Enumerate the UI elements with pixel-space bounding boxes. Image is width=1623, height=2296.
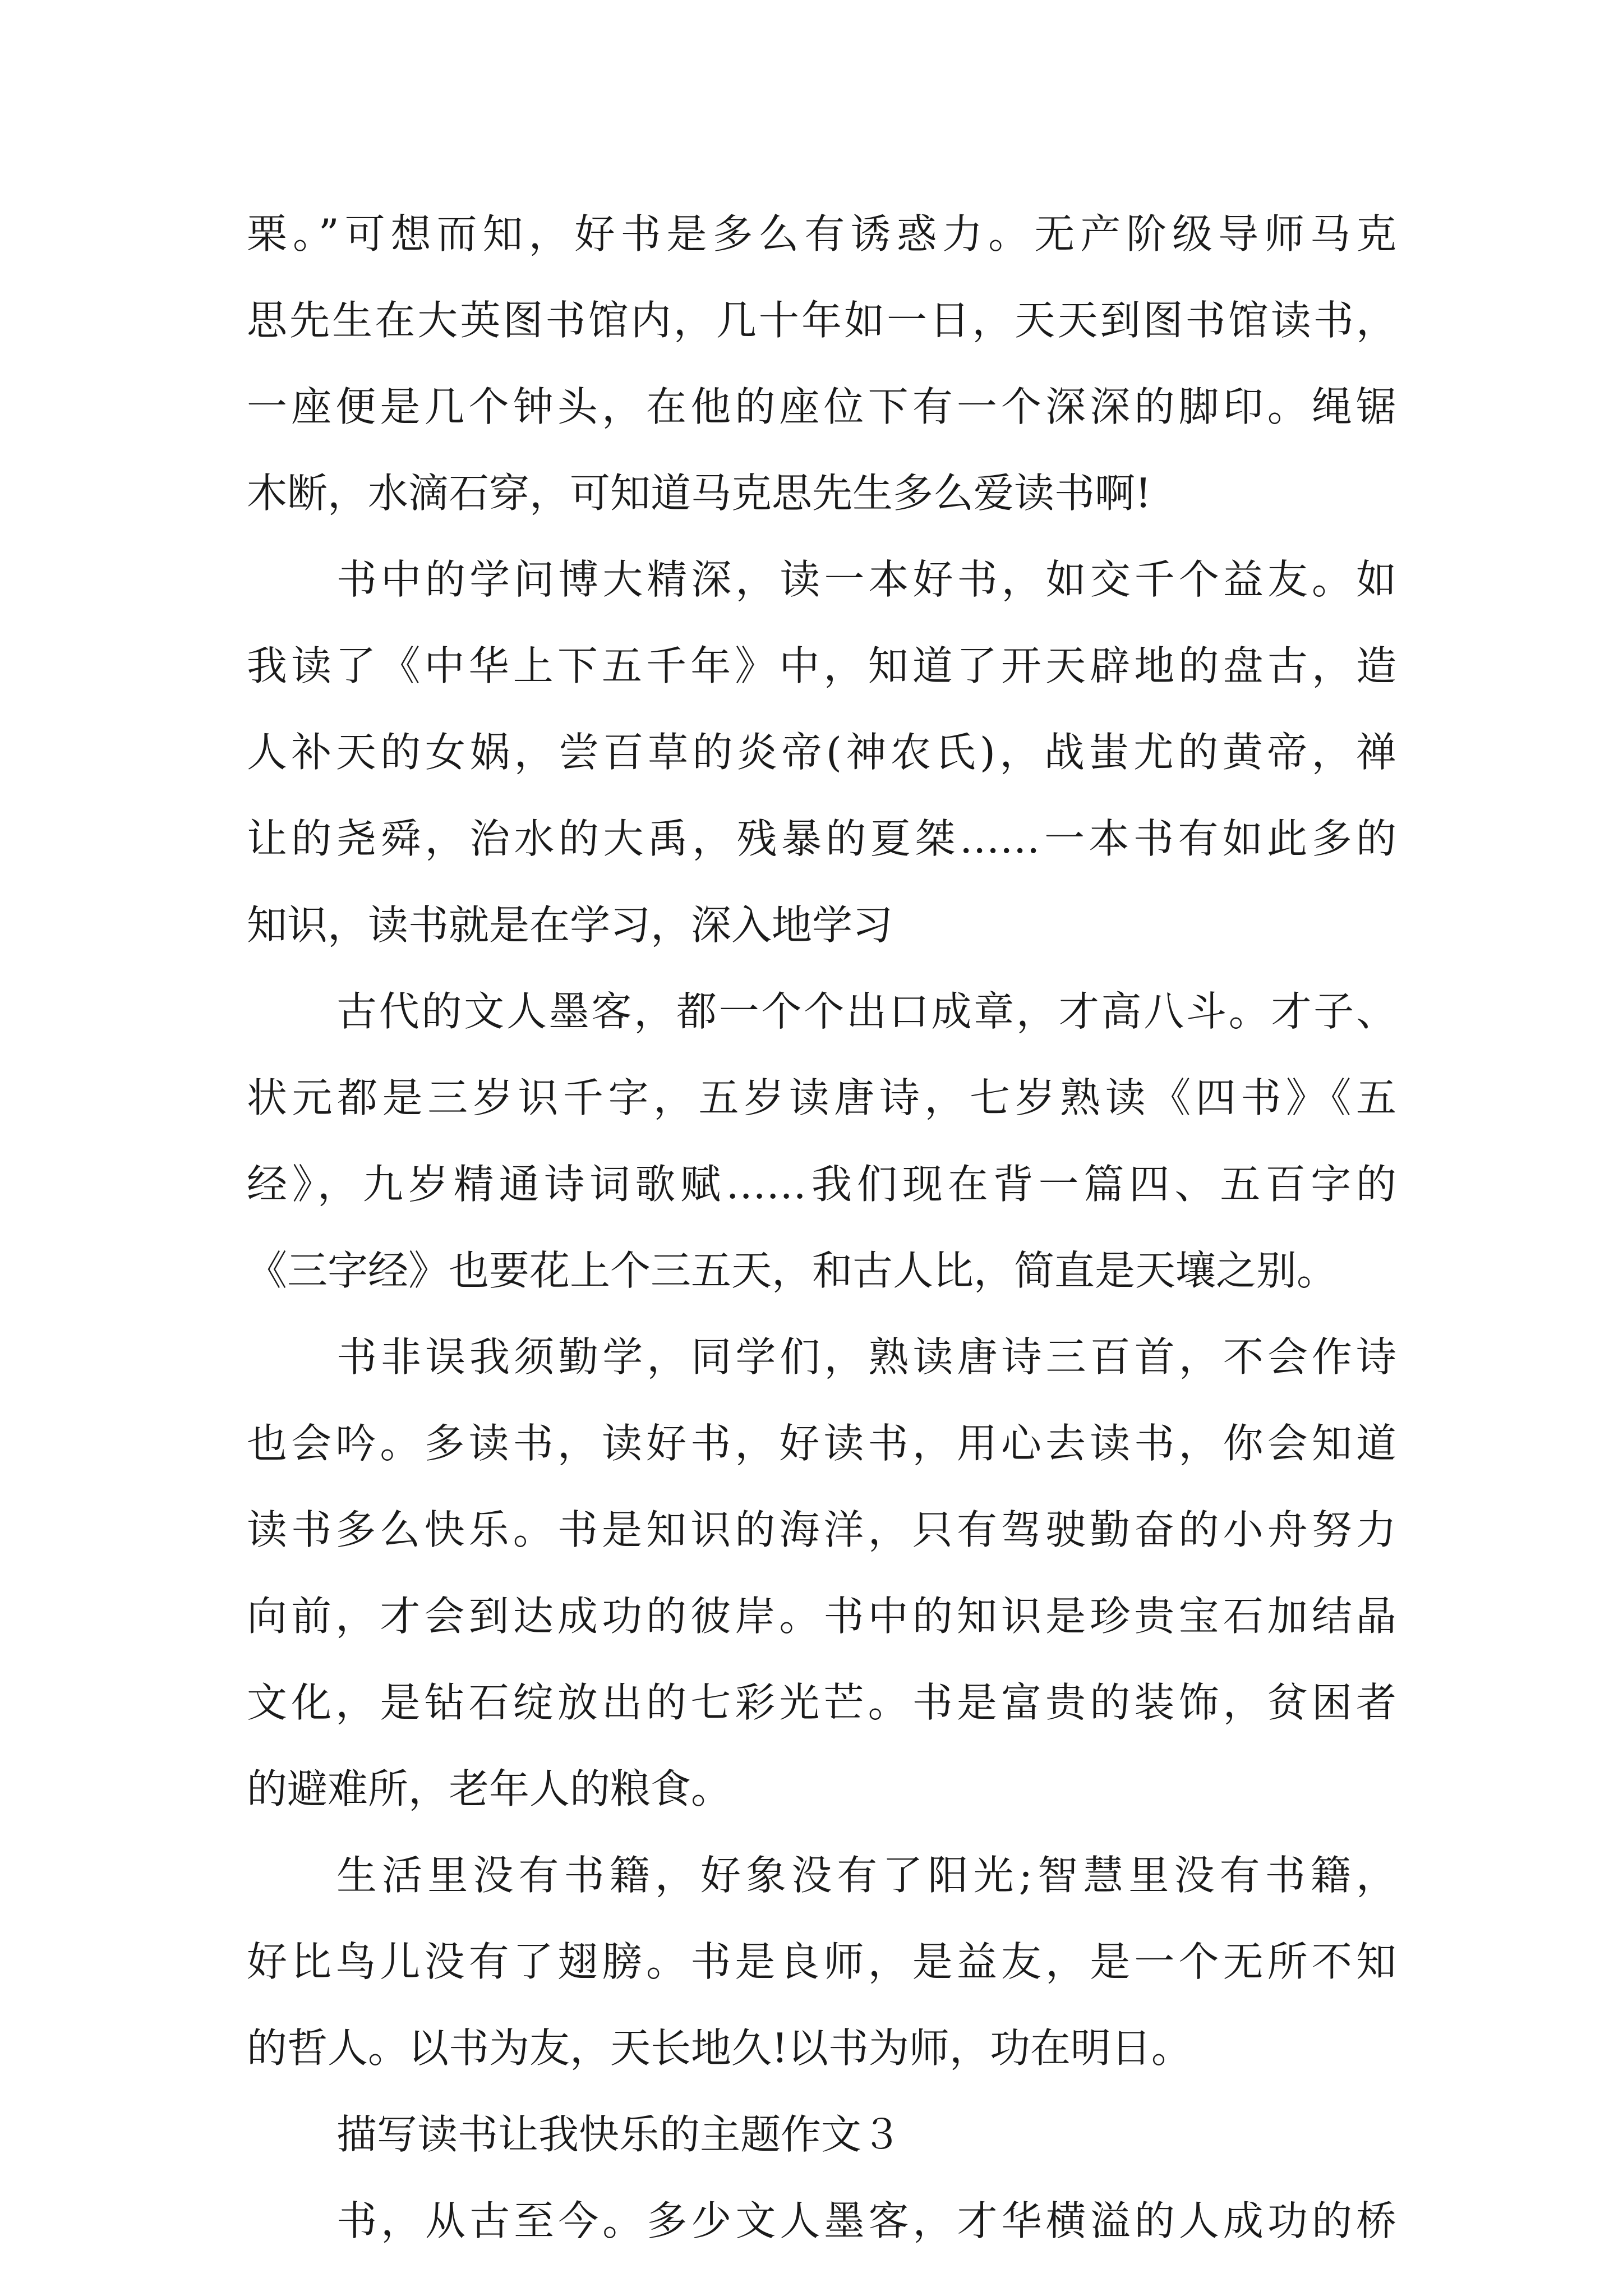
- text-line: 让的尧舜，治水的大禹，残暴的夏桀……一本书有如此多的: [247, 815, 1396, 862]
- text-line: 文化，是钻石绽放出的七彩光芒。书是富贵的装饰，贫困者: [247, 1679, 1396, 1726]
- text-line: 读书多么快乐。书是知识的海洋，只有驾驶勤奋的小舟努力: [247, 1506, 1396, 1553]
- text-line: 书非误我须勤学，同学们，熟读唐诗三百首，不会作诗: [336, 1333, 1396, 1381]
- text-line: 人补天的女娲，尝百草的炎帝(神农氏)，战蚩尤的黄帝，禅: [247, 729, 1396, 776]
- text-line: 一座便是几个钟头，在他的座位下有一个深深的脚印。绳锯: [247, 383, 1396, 430]
- text-line: 古代的文人墨客，都一个个出口成章，才高八斗。才子、: [336, 988, 1396, 1035]
- text-line: 向前，才会到达成功的彼岸。书中的知识是珍贵宝石加结晶: [247, 1593, 1396, 1640]
- text-line: 书，从古至今。多少文人墨客，才华横溢的人成功的桥: [336, 2197, 1396, 2244]
- text-line: 栗。”可想而知，好书是多么有诱惑力。无产阶级导师马克: [247, 210, 1396, 257]
- text-line: 的避难所，老年人的粮食。: [247, 1765, 732, 1812]
- text-line: 生活里没有书籍，好象没有了阳光;智慧里没有书籍，: [336, 1852, 1396, 1899]
- text-line: 我读了《中华上下五千年》中，知道了开天辟地的盘古，造: [247, 642, 1396, 689]
- text-line: 也会吟。多读书，读好书，好读书，用心去读书，你会知道: [247, 1420, 1396, 1467]
- text-line: 好比鸟儿没有了翅膀。书是良师，是益友，是一个无所不知: [247, 1938, 1396, 1985]
- text-line: 思先生在大英图书馆内，几十年如一日，天天到图书馆读书，: [247, 297, 1396, 344]
- text-line: 木断，水滴石穿，可知道马克思先生多么爱读书啊!: [247, 470, 1151, 517]
- text-line: 状元都是三岁识千字，五岁读唐诗，七岁熟读《四书》《五: [247, 1074, 1396, 1121]
- text-line: 知识，读书就是在学习，深入地学习: [247, 901, 893, 949]
- text-line: 书中的学问博大精深，读一本好书，如交千个益友。如: [336, 556, 1396, 603]
- text-line: 《三字经》也要花上个三五天，和古人比，简直是天壤之别。: [247, 1247, 1338, 1294]
- text-line: 描写读书让我快乐的主题作文３: [336, 2111, 902, 2158]
- text-line: 经》，九岁精通诗词歌赋……我们现在背一篇四、五百字的: [247, 1161, 1396, 1208]
- text-line: 的哲人。以书为友，天长地久!以书为师，功在明日。: [247, 2024, 1192, 2072]
